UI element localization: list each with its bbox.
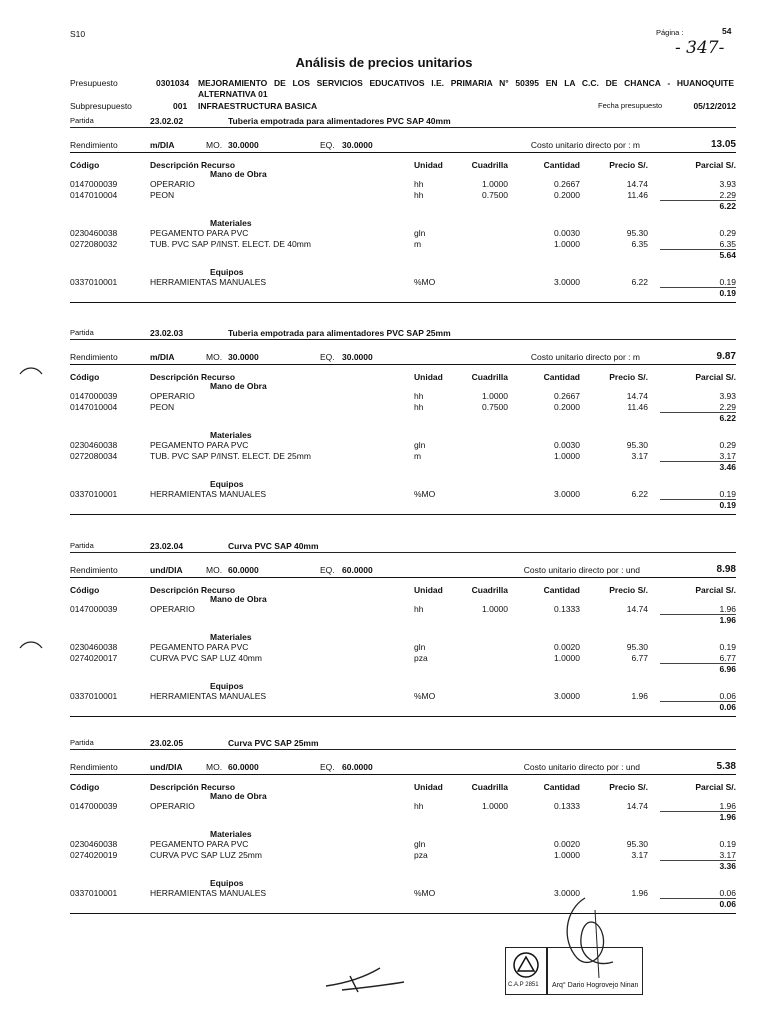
table-row-precio: 14.74 xyxy=(626,391,648,401)
column-header-cantidad: Cantidad xyxy=(543,160,580,170)
table-row-precio: 11.46 xyxy=(627,190,648,200)
table-row-unidad: hh xyxy=(414,179,424,189)
costo-unitario-total: 9.87 xyxy=(716,351,736,362)
table-row-precio: 95.30 xyxy=(626,839,648,849)
subtotal-value: 0.19 xyxy=(719,500,736,510)
table-row-parcial: 1.96 xyxy=(719,801,736,811)
table-row-descripcion: PEON xyxy=(150,402,175,412)
cap-logo-icon xyxy=(506,948,546,982)
table-row-parcial: 0.19 xyxy=(719,277,736,287)
subtotal-value: 6.96 xyxy=(719,664,736,674)
divider xyxy=(70,913,736,914)
table-row-parcial: 0.29 xyxy=(719,440,736,450)
fecha-value: 05/12/2012 xyxy=(693,101,736,111)
table-row-cantidad: 3.0000 xyxy=(554,277,580,287)
column-header-descripcion: Descripción Recurso xyxy=(150,585,236,595)
subtotal-value: 1.96 xyxy=(719,812,736,822)
column-header-descripcion: Descripción Recurso xyxy=(150,160,236,170)
table-row-unidad: hh xyxy=(414,402,424,412)
subtotal-value: 0.06 xyxy=(719,702,736,712)
table-row-descripcion: PEON xyxy=(150,190,175,200)
table-row-unidad: %MO xyxy=(414,691,436,701)
table-row-descripcion: HERRAMIENTAS MANUALES xyxy=(150,489,267,499)
column-header-codigo: Código xyxy=(70,372,100,382)
table-row-precio: 6.35 xyxy=(631,239,648,249)
group-label-mano-obra: Mano de Obra xyxy=(210,594,267,604)
table-row-descripcion: OPERARIO xyxy=(150,391,195,401)
rendimiento-unit: m/DIA xyxy=(150,140,175,150)
table-row-parcial: 6.35 xyxy=(719,239,736,249)
table-row-unidad: pza xyxy=(414,653,428,663)
table-row-descripcion: HERRAMIENTAS MANUALES xyxy=(150,888,267,898)
architect-name: Arq° Dario Hogrovejo Ninan xyxy=(552,982,639,989)
column-header-unidad: Unidad xyxy=(414,372,443,382)
table-row-cantidad: 3.0000 xyxy=(554,888,580,898)
table-row-parcial: 3.17 xyxy=(719,451,736,461)
column-header-cuadrilla: Cuadrilla xyxy=(471,372,508,382)
column-header-parcial: Parcial S/. xyxy=(695,782,736,792)
partida-code: 23.02.02 xyxy=(150,116,184,126)
column-header-unidad: Unidad xyxy=(414,160,443,170)
rendimiento-unit: m/DIA xyxy=(150,352,175,362)
table-row-descripcion: PEGAMENTO PARA PVC xyxy=(150,642,249,652)
partida-description: Tuberia empotrada para alimentadores PVC SAP 40mm xyxy=(228,116,451,126)
partida-description: Curva PVC SAP 40mm xyxy=(228,541,319,551)
handwritten-folio: - 347- xyxy=(675,38,725,58)
partida-label: Partida xyxy=(70,541,94,550)
column-header-parcial: Parcial S/. xyxy=(695,585,736,595)
column-header-descripcion: Descripción Recurso xyxy=(150,372,236,382)
table-row-precio: 1.96 xyxy=(631,888,648,898)
table-row-codigo: 0272080032 xyxy=(70,239,118,249)
group-label-mano-obra: Mano de Obra xyxy=(210,381,267,391)
table-row-descripcion: OPERARIO xyxy=(150,604,195,614)
rendimiento-label: Rendimiento xyxy=(70,565,118,575)
table-row-precio: 11.46 xyxy=(627,402,648,412)
table-row-cuadrilla: 1.0000 xyxy=(482,604,508,614)
table-row-unidad: hh xyxy=(414,391,424,401)
rendimiento-label: Rendimiento xyxy=(70,352,118,362)
table-row-codigo: 0230460038 xyxy=(70,440,118,450)
cap-number: C.A.P 2851 xyxy=(508,982,539,988)
table-row-codigo: 0147010004 xyxy=(70,190,118,200)
table-row-unidad: gln xyxy=(414,839,426,849)
divider xyxy=(70,774,736,775)
column-header-codigo: Código xyxy=(70,160,100,170)
table-row-codigo: 0147010004 xyxy=(70,402,118,412)
group-label-materiales: Materiales xyxy=(210,632,252,642)
margin-mark xyxy=(18,638,44,652)
table-row-codigo: 0337010001 xyxy=(70,277,118,287)
table-row-cantidad: 0.0030 xyxy=(554,440,580,450)
table-row-parcial: 3.17 xyxy=(719,850,736,860)
column-header-cuadrilla: Cuadrilla xyxy=(471,585,508,595)
table-row-cuadrilla: 1.0000 xyxy=(482,801,508,811)
table-row-descripcion: PEGAMENTO PARA PVC xyxy=(150,228,249,238)
group-label-materiales: Materiales xyxy=(210,218,252,228)
costo-unitario-label: Costo unitario directo por : m xyxy=(530,352,640,362)
table-row-descripcion: OPERARIO xyxy=(150,801,195,811)
table-row-descripcion: PEGAMENTO PARA PVC xyxy=(150,839,249,849)
table-row-unidad: hh xyxy=(414,604,424,614)
group-label-materiales: Materiales xyxy=(210,430,252,440)
table-row-descripcion: OPERARIO xyxy=(150,179,195,189)
mo-value: 30.0000 xyxy=(228,352,259,362)
report-code: S10 xyxy=(70,29,86,39)
table-row-unidad: %MO xyxy=(414,277,436,287)
table-row-cantidad: 0.0020 xyxy=(554,839,580,849)
group-label-materiales: Materiales xyxy=(210,829,252,839)
subtotal-value: 0.19 xyxy=(719,288,736,298)
table-row-parcial: 6.77 xyxy=(719,653,736,663)
table-row-precio: 6.22 xyxy=(631,489,648,499)
table-row-codigo: 0230460038 xyxy=(70,642,118,652)
table-row-cantidad: 0.2000 xyxy=(554,402,580,412)
partida-code: 23.02.04 xyxy=(150,541,184,551)
table-row-codigo: 0147000039 xyxy=(70,801,118,811)
table-row-cantidad: 0.2667 xyxy=(554,179,580,189)
table-row-parcial: 3.93 xyxy=(719,391,736,401)
table-row-descripcion: HERRAMIENTAS MANUALES xyxy=(150,277,267,287)
presupuesto-label: Presupuesto xyxy=(70,78,118,88)
table-row-descripcion: CURVA PVC SAP LUZ 40mm xyxy=(150,653,262,663)
table-row-unidad: gln xyxy=(414,228,426,238)
table-row-codigo: 0337010001 xyxy=(70,489,118,499)
table-row-cantidad: 0.2667 xyxy=(554,391,580,401)
mo-value: 30.0000 xyxy=(228,140,259,150)
eq-value: 30.0000 xyxy=(342,352,373,362)
eq-label: EQ. xyxy=(320,565,335,575)
table-row-precio: 6.77 xyxy=(631,653,648,663)
table-row-cantidad: 1.0000 xyxy=(554,239,580,249)
divider xyxy=(70,514,736,515)
margin-mark xyxy=(18,364,44,378)
subtotal-value: 3.36 xyxy=(719,861,736,871)
costo-unitario-total: 13.05 xyxy=(710,139,736,150)
rendimiento-label: Rendimiento xyxy=(70,762,118,772)
subtotal-value: 1.96 xyxy=(719,615,736,625)
costo-unitario-total: 5.38 xyxy=(716,761,736,772)
column-header-codigo: Código xyxy=(70,782,100,792)
presupuesto-description: MEJORAMIENTO DE LOS SERVICIOS EDUCATIVOS I.E. PRIMARIA N° 50395 EN LA C.C. DE CHANCA - HUANOQUITE xyxy=(198,78,734,88)
mo-label: MO. xyxy=(206,140,223,150)
group-label-mano-obra: Mano de Obra xyxy=(210,791,267,801)
table-row-precio: 14.74 xyxy=(626,604,648,614)
partida-label: Partida xyxy=(70,328,94,337)
table-row-descripcion: PEGAMENTO PARA PVC xyxy=(150,440,249,450)
costo-unitario-label: Costo unitario directo por : und xyxy=(523,762,640,772)
group-label-equipos: Equipos xyxy=(210,878,244,888)
partida-description: Curva PVC SAP 25mm xyxy=(228,738,319,748)
subtotal-value: 6.22 xyxy=(719,413,736,423)
partida-label: Partida xyxy=(70,116,94,125)
partida-code: 23.02.05 xyxy=(150,738,184,748)
costo-unitario-total: 8.98 xyxy=(716,564,736,575)
subtotal-value: 6.22 xyxy=(719,201,736,211)
table-row-cuadrilla: 0.7500 xyxy=(482,402,508,412)
column-header-codigo: Código xyxy=(70,585,100,595)
table-row-codigo: 0337010001 xyxy=(70,888,118,898)
table-row-codigo: 0147000039 xyxy=(70,391,118,401)
table-row-unidad: hh xyxy=(414,190,424,200)
column-header-cantidad: Cantidad xyxy=(543,782,580,792)
table-row-parcial: 3.93 xyxy=(719,179,736,189)
column-header-unidad: Unidad xyxy=(414,585,443,595)
table-row-unidad: gln xyxy=(414,440,426,450)
table-row-cuadrilla: 1.0000 xyxy=(482,391,508,401)
column-header-precio: Precio S/. xyxy=(609,160,648,170)
table-row-parcial: 2.29 xyxy=(719,402,736,412)
table-row-parcial: 2.29 xyxy=(719,190,736,200)
page-number: 54 xyxy=(722,26,732,36)
mo-label: MO. xyxy=(206,762,223,772)
divider xyxy=(70,577,736,578)
eq-label: EQ. xyxy=(320,140,335,150)
column-header-parcial: Parcial S/. xyxy=(695,372,736,382)
eq-label: EQ. xyxy=(320,762,335,772)
table-row-unidad: m xyxy=(414,239,422,249)
column-header-precio: Precio S/. xyxy=(609,372,648,382)
table-row-cantidad: 0.2000 xyxy=(554,190,580,200)
mo-label: MO. xyxy=(206,565,223,575)
divider xyxy=(70,152,736,153)
table-row-unidad: m xyxy=(414,451,422,461)
table-row-cantidad: 0.1333 xyxy=(554,801,580,811)
column-header-cantidad: Cantidad xyxy=(543,585,580,595)
table-row-precio: 3.17 xyxy=(631,451,648,461)
divider xyxy=(70,364,736,365)
partida-description: Tuberia empotrada para alimentadores PVC SAP 25mm xyxy=(228,328,451,338)
column-header-unidad: Unidad xyxy=(414,782,443,792)
table-row-parcial: 0.06 xyxy=(719,888,736,898)
table-row-unidad: %MO xyxy=(414,888,436,898)
table-row-precio: 6.22 xyxy=(631,277,648,287)
table-row-parcial: 0.06 xyxy=(719,691,736,701)
presupuesto-code: 0301034 xyxy=(156,78,190,88)
table-row-codigo: 0274020019 xyxy=(70,850,118,860)
divider xyxy=(70,552,736,553)
table-row-unidad: %MO xyxy=(414,489,436,499)
table-row-codigo: 0337010001 xyxy=(70,691,118,701)
eq-label: EQ. xyxy=(320,352,335,362)
signature-right xyxy=(555,890,625,985)
rendimiento-unit: und/DIA xyxy=(150,762,183,772)
table-row-parcial: 0.19 xyxy=(719,489,736,499)
table-row-precio: 95.30 xyxy=(626,228,648,238)
rendimiento-label: Rendimiento xyxy=(70,140,118,150)
table-row-parcial: 0.19 xyxy=(719,839,736,849)
group-label-mano-obra: Mano de Obra xyxy=(210,169,267,179)
table-row-precio: 95.30 xyxy=(626,642,648,652)
column-header-cantidad: Cantidad xyxy=(543,372,580,382)
table-row-precio: 95.30 xyxy=(626,440,648,450)
table-row-codigo: 0274020017 xyxy=(70,653,118,663)
rendimiento-unit: und/DIA xyxy=(150,565,183,575)
table-row-parcial: 0.29 xyxy=(719,228,736,238)
column-header-cuadrilla: Cuadrilla xyxy=(471,782,508,792)
column-header-precio: Precio S/. xyxy=(609,782,648,792)
partida-label: Partida xyxy=(70,738,94,747)
subtotal-value: 3.46 xyxy=(719,462,736,472)
table-row-cuadrilla: 1.0000 xyxy=(482,179,508,189)
divider xyxy=(70,127,736,128)
divider xyxy=(70,339,736,340)
table-row-cantidad: 0.1333 xyxy=(554,604,580,614)
group-label-equipos: Equipos xyxy=(210,479,244,489)
subtotal-value: 5.64 xyxy=(719,250,736,260)
cap-seal xyxy=(505,947,547,995)
table-row-parcial: 1.96 xyxy=(719,604,736,614)
table-row-codigo: 0272080034 xyxy=(70,451,118,461)
table-row-precio: 14.74 xyxy=(626,179,648,189)
subpresupuesto-description: INFRAESTRUCTURA BASICA xyxy=(198,101,318,111)
table-row-cantidad: 1.0000 xyxy=(554,850,580,860)
table-row-descripcion: HERRAMIENTAS MANUALES xyxy=(150,691,267,701)
group-label-equipos: Equipos xyxy=(210,267,244,277)
table-row-codigo: 0230460038 xyxy=(70,228,118,238)
mo-value: 60.0000 xyxy=(228,565,259,575)
divider xyxy=(70,302,736,303)
divider xyxy=(70,716,736,717)
table-row-descripcion: TUB. PVC SAP P/INST. ELECT. DE 40mm xyxy=(150,239,311,249)
table-row-cantidad: 0.0020 xyxy=(554,642,580,652)
page-label: Página : xyxy=(656,28,684,37)
column-header-parcial: Parcial S/. xyxy=(695,160,736,170)
subpresupuesto-code: 001 xyxy=(173,101,188,111)
table-row-codigo: 0230460038 xyxy=(70,839,118,849)
subpresupuesto-label: Subpresupuesto xyxy=(70,101,132,111)
table-row-unidad: hh xyxy=(414,801,424,811)
presupuesto-alternative: ALTERNATIVA 01 xyxy=(198,89,268,99)
fecha-label: Fecha presupuesto xyxy=(598,101,663,110)
column-header-descripcion: Descripción Recurso xyxy=(150,782,236,792)
table-row-cantidad: 3.0000 xyxy=(554,691,580,701)
page-title: Análisis de precios unitarios xyxy=(295,55,473,70)
table-row-unidad: gln xyxy=(414,642,426,652)
table-row-cuadrilla: 0.7500 xyxy=(482,190,508,200)
signature-left xyxy=(320,958,410,998)
table-row-codigo: 0147000039 xyxy=(70,604,118,614)
group-label-equipos: Equipos xyxy=(210,681,244,691)
table-row-unidad: pza xyxy=(414,850,428,860)
column-header-precio: Precio S/. xyxy=(609,585,648,595)
table-row-cantidad: 3.0000 xyxy=(554,489,580,499)
divider xyxy=(70,749,736,750)
eq-value: 60.0000 xyxy=(342,762,373,772)
table-row-descripcion: TUB. PVC SAP P/INST. ELECT. DE 25mm xyxy=(150,451,311,461)
column-header-cuadrilla: Cuadrilla xyxy=(471,160,508,170)
table-row-descripcion: CURVA PVC SAP LUZ 25mm xyxy=(150,850,262,860)
mo-value: 60.0000 xyxy=(228,762,259,772)
partida-code: 23.02.03 xyxy=(150,328,184,338)
table-row-parcial: 0.19 xyxy=(719,642,736,652)
table-row-cantidad: 1.0000 xyxy=(554,451,580,461)
costo-unitario-label: Costo unitario directo por : und xyxy=(523,565,640,575)
table-row-precio: 14.74 xyxy=(626,801,648,811)
table-row-precio: 3.17 xyxy=(631,850,648,860)
table-row-codigo: 0147000039 xyxy=(70,179,118,189)
subtotal-value: 0.06 xyxy=(719,899,736,909)
mo-label: MO. xyxy=(206,352,223,362)
table-row-cantidad: 1.0000 xyxy=(554,653,580,663)
eq-value: 30.0000 xyxy=(342,140,373,150)
table-row-precio: 1.96 xyxy=(631,691,648,701)
table-row-cantidad: 0.0030 xyxy=(554,228,580,238)
costo-unitario-label: Costo unitario directo por : m xyxy=(530,140,640,150)
eq-value: 60.0000 xyxy=(342,565,373,575)
